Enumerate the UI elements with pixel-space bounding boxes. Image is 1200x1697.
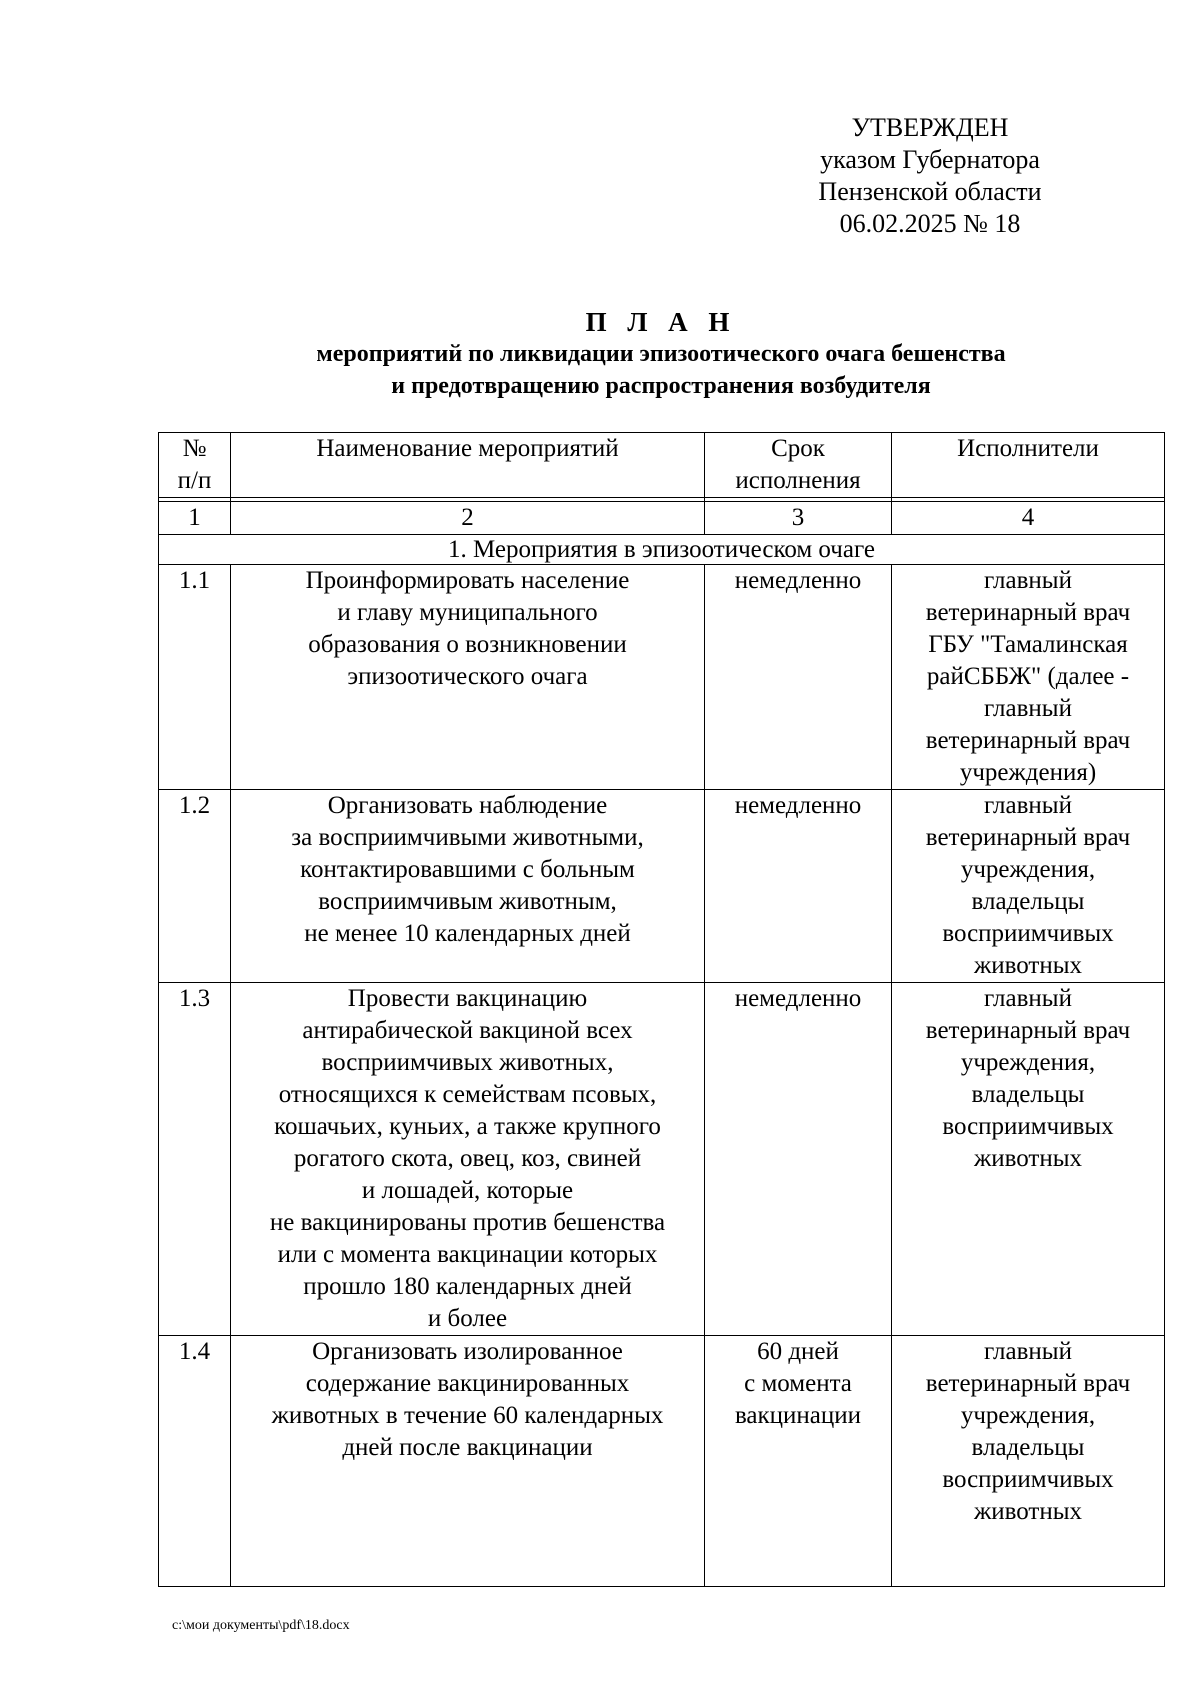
approval-line: Пензенской области [818,177,1042,206]
header-executors: Исполнители [892,433,1165,498]
plan-subtitle-line: мероприятий по ликвидации эпизоотического очага бешенства [316,341,1006,367]
row-executors: главный ветеринарный врач ГБУ "Тамалинская райСББЖ" (далее - главный ветеринарный врач учреждения) [892,565,1165,790]
row-term: немедленно [705,565,892,790]
column-number-row [159,502,1165,535]
header-name: Наименование мероприятий [231,433,705,498]
row-number: 1.1 [159,565,231,790]
column-number: 2 [231,502,705,535]
table-row [159,790,1165,983]
row-term: немедленно [705,983,892,1336]
column-number: 1 [159,502,231,535]
approval-stamp [780,112,1080,240]
row-executors: главный ветеринарный врач учреждения, владельцы восприимчивых животных [892,790,1165,983]
row-executors: главный ветеринарный врач учреждения, владельцы восприимчивых животных [892,983,1165,1336]
approval-line: указом Губернатора [820,145,1040,174]
table-header-row [159,433,1165,498]
column-number: 3 [705,502,892,535]
section-title: 1. Мероприятия в эпизоотическом очаге [159,535,1165,565]
approval-date-number: 06.02.2025 № 18 [839,209,1021,238]
row-number: 1.2 [159,790,231,983]
table-row [159,983,1165,1336]
header-term: Срок исполнения [705,433,892,498]
row-name: Проинформировать население и главу муниципального образования о возникновении эпизоотического очага [231,565,705,790]
plan-table [158,432,1165,1587]
section-row [159,535,1165,565]
row-term: 60 дней с момента вакцинации [705,1336,892,1587]
row-name: Организовать изолированное содержание вакцинированных животных в течение 60 календарных дней после вакцинации [231,1336,705,1587]
row-number: 1.4 [159,1336,231,1587]
table-row [159,565,1165,790]
plan-heading: П Л А Н [585,307,737,337]
table-row [159,1336,1165,1587]
approval-line: УТВЕРЖДЕН [851,113,1009,142]
plan-subtitle-line: и предотвращению распространения возбудителя [391,373,931,399]
column-number: 4 [892,502,1165,535]
document-title [160,306,1162,402]
file-path-footer: c:\мои документы\pdf\18.docx [172,1618,350,1633]
header-num: № п/п [159,433,231,498]
row-number: 1.3 [159,983,231,1336]
row-name: Провести вакцинацию антирабической вакциной всех восприимчивых животных, относящихся к семействам псовых, кошачьих, куньих, а также крупного рогатого скота, овец, коз, свиней и лошадей, которые не вакцинированы против бешенства или с момента вакцинации которых прошло 180 календарных дней и более [231,983,705,1336]
row-term: немедленно [705,790,892,983]
row-executors: главный ветеринарный врач учреждения, владельцы восприимчивых животных [892,1336,1165,1587]
row-name: Организовать наблюдение за восприимчивыми животными, контактировавшими с больным восприимчивым животным, не менее 10 календарных дней [231,790,705,983]
